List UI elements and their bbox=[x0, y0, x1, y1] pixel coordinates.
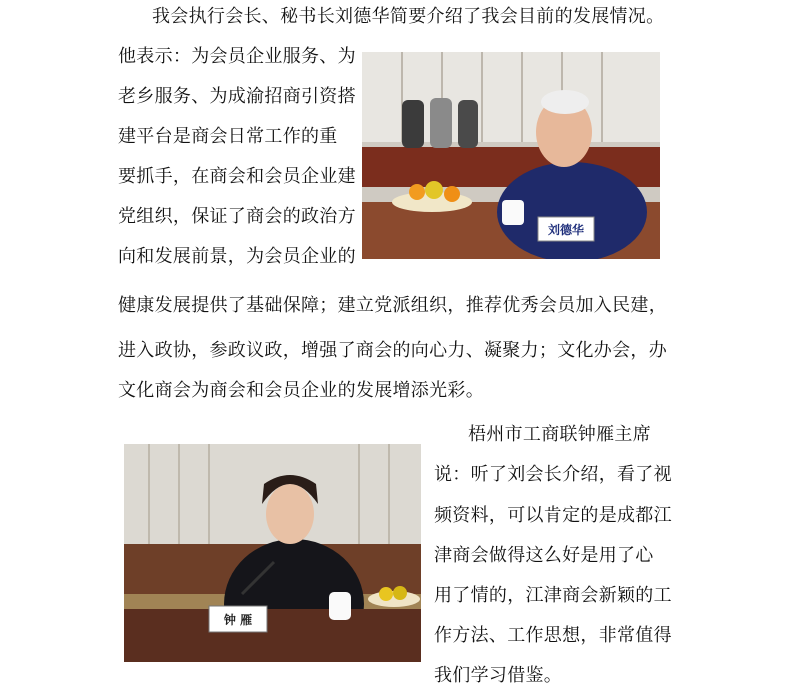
para1-line-7: 向和发展前景，为会员企业的 bbox=[118, 246, 356, 267]
nameplate-zhong-yan: 钟 雁 bbox=[223, 613, 253, 627]
para1-line-4: 建平台是商会日常工作的重 bbox=[118, 126, 338, 147]
photo-liu-dehua bbox=[362, 52, 660, 259]
para1-line-2: 他表示：为会员企业服务、为 bbox=[118, 46, 356, 67]
para2-line-3: 频资料，可以肯定的是成都江 bbox=[434, 505, 672, 526]
para2-line-5: 用了情的，江津商会新颖的工 bbox=[434, 585, 672, 606]
para1-line-5: 要抓手，在商会和会员企业建 bbox=[118, 166, 356, 187]
para1-line-9: 进入政协，参政议政，增强了商会的向心力、凝聚力；文化办会，办 bbox=[118, 340, 667, 361]
para2-line-1: 梧州市工商联钟雁主席 bbox=[468, 424, 651, 445]
para2-line-6: 作方法、工作思想，非常值得 bbox=[434, 625, 672, 646]
para2-line-4: 津商会做得这么好是用了心 bbox=[434, 545, 654, 566]
para1-line-3: 老乡服务、为成渝招商引资搭 bbox=[118, 86, 356, 107]
para1-line-10: 文化商会为商会和会员企业的发展增添光彩。 bbox=[118, 380, 484, 401]
para2-line-2: 说：听了刘会长介绍，看了视 bbox=[434, 464, 672, 485]
nameplate-liu-dehua: 刘德华 bbox=[547, 223, 584, 237]
para1-line-6: 党组织，保证了商会的政治方 bbox=[118, 206, 356, 227]
para2-line-7: 我们学习借鉴。 bbox=[434, 665, 563, 686]
para1-line-8: 健康发展提供了基础保障；建立党派组织，推荐优秀会员加入民建， bbox=[118, 295, 667, 316]
photo-zhong-yan bbox=[124, 444, 421, 662]
para1-line-1: 我会执行会长、秘书长刘德华简要介绍了我会目前的发展情况。 bbox=[152, 6, 665, 27]
